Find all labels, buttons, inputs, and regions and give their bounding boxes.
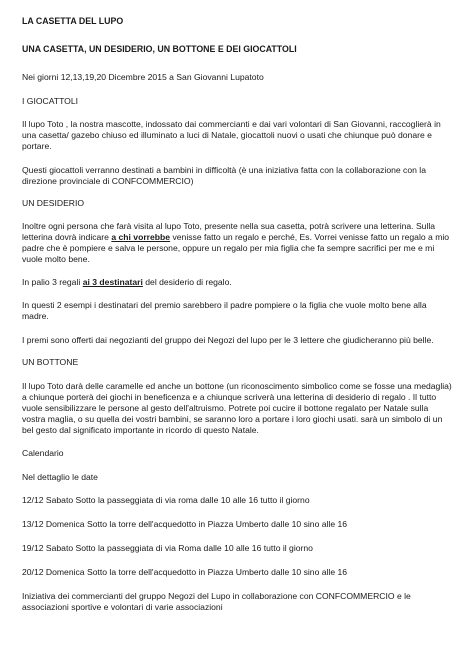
calendar-intro: Nel dettaglio le date bbox=[22, 472, 98, 482]
emphasis-text: a chi vorrebbe bbox=[111, 232, 171, 242]
paragraph: Il lupo Toto darà delle caramelle ed anche un bottone (un riconoscimento simbolico come se fosse una medaglia) a chiunque porterà dei giochi in beneficenza e a chiunque scriverà una letterina di desiderio di regalo . Il tutto vuole sensibilizzare le persone al gesto dell'altruismo. Potrete poi cucire il bottone regalato per Natale sulla vostra maglia, o su quella dei vostri bambini, se saranno loro a portare i loro giochi usati. sarà un simbolo di un bel gesto dal significato importante in ricordo di questo Natale. bbox=[22, 381, 452, 435]
section-heading-giocattoli: I GIOCATTOLI bbox=[22, 96, 79, 106]
paragraph: In questi 2 esempi i destinatari del premio sarebbero il padre pompiere o la figlia che vuole molto bene alla madre. bbox=[22, 300, 427, 321]
emphasis-text: ai 3 destinatari bbox=[82, 277, 143, 287]
calendar-entry: 12/12 Sabato Sotto la passeggiata di via roma dalle 10 alle 16 tutto il giorno bbox=[22, 495, 310, 505]
paragraph bbox=[22, 277, 454, 288]
text-run: del desiderio di regalo. bbox=[142, 277, 232, 287]
paragraph: Questi giocattoli verranno destinati a bambini in difficoltà (è una iniziativa fatta con la collaborazione con la direzione provinciale di CONFCOMMERCIO) bbox=[22, 165, 426, 186]
text-run: In palio 3 regali bbox=[22, 277, 83, 287]
calendar-entry: 20/12 Domenica Sotto la torre dell'acquedotto in Piazza Umberto dalle 10 sino alle 16 bbox=[22, 567, 348, 577]
footer-note: Iniziativa dei commercianti del gruppo Negozi del Lupo in collaborazione con CONFCOMMERCIO e le associazioni sportive e volontari di varie associazioni bbox=[22, 591, 411, 612]
section-heading-bottone: UN BOTTONE bbox=[22, 357, 79, 367]
paragraph: Il lupo Toto , la nostra mascotte, indossato dai commercianti e dai vari volontari di San Giovanni, raccoglierà in una casetta/ gazebo chiuso ed illuminato a luci di Natale, giocattoli nuovi o usati che chiunque può donare e portare. bbox=[22, 119, 441, 151]
dates-line: Nei giorni 12,13,19,20 Dicembre 2015 a San Giovanni Lupatoto bbox=[22, 72, 264, 82]
document-page bbox=[22, 16, 454, 613]
paragraph bbox=[22, 221, 454, 265]
section-heading-desiderio: UN DESIDERIO bbox=[22, 198, 85, 208]
text-run: venisse fatto un regalo e perché, Es. Vorrei venisse fatto un regalo a mio padre che è pompiere e salva le persone, oppure un regalo per mia figlia che fa sempre sacrifici per me e mi vuole molto bene. bbox=[22, 232, 450, 264]
calendar-entry: 19/12 Sabato Sotto la passeggiata di via Roma dalle 10 alle 16 tutto il giorno bbox=[22, 543, 313, 553]
paragraph: I premi sono offerti dai negozianti del gruppo dei Negozi del lupo per le 3 lettere che giudicheranno più belle. bbox=[22, 335, 434, 345]
calendar-entry: 13/12 Domenica Sotto la torre dell'acquedotto in Piazza Umberto dalle 10 sino alle 16 bbox=[22, 519, 348, 529]
text-run: Inoltre ogni persona che farà visita al lupo Toto, presente nella sua casetta, potrà scrivere una letterina. Sulla letterina dovrà indicare bbox=[22, 221, 436, 242]
document-subtitle: UNA CASETTA, UN DESIDERIO, UN BOTTONE E DEI GIOCATTOLI bbox=[22, 44, 297, 54]
section-heading-calendario: Calendario bbox=[22, 448, 64, 458]
document-title: LA CASETTA DEL LUPO bbox=[22, 16, 124, 26]
